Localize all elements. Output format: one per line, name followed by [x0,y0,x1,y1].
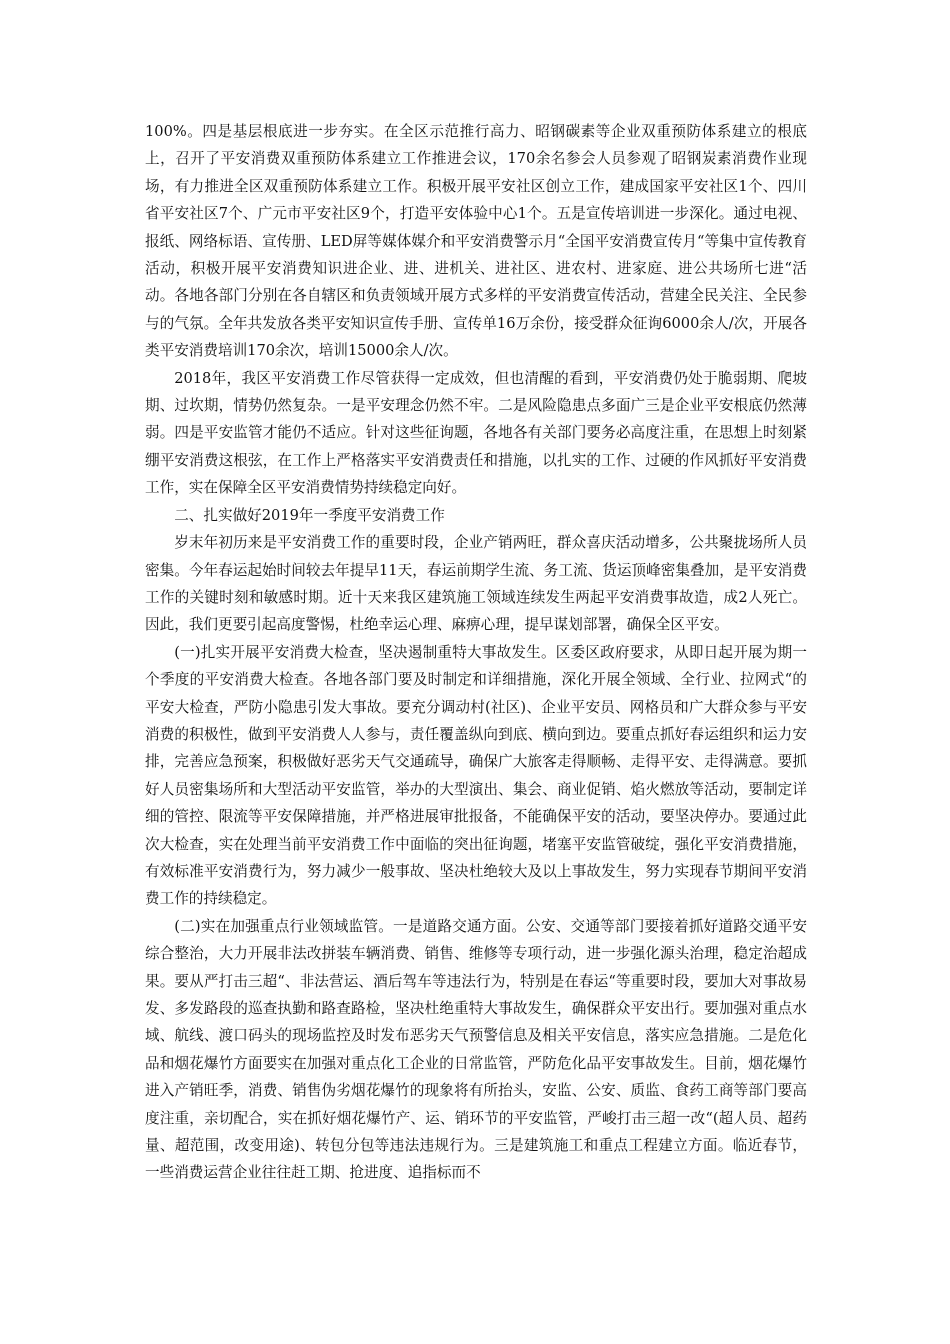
paragraph-4: (一)扎实开展平安消费大检查，坚决遏制重特大事故发生。区委区政府要求，从即日起开展为期一个季度的平安消费大检查。各地各部门要及时制定和详细措施，深化开展全领域、全行业、拉网式“的平安大检查，严防小隐患引发大事故。要充分调动村(社区)、企业平安员、网格员和广大群众参与平安消费的积极性，做到平安消费人人参与，责任覆盖纵向到底、横向到边。要重点抓好春运组织和运力安排，完善应急预案，积极做好恶劣天气交通疏导，确保广大旅客走得顺畅、走得平安、走得满意。要抓好人员密集场所和大型活动平安监管，举办的大型演出、集会、商业促销、焰火燃放等活动，要制定详细的管控、限流等平安保障措施，并严格进展审批报备，不能确保平安的活动，要坚决停办。要通过此次大检查，实在处理当前平安消费工作中面临的突出征询题，堵塞平安监管破绽，强化平安消费措施，有效标准平安消费行为，努力减少一般事故、坚决杜绝较大及以上事故发生，努力实现春节期间平安消费工作的持续稳定。 [145,643,807,908]
paragraph-3: 岁末年初历来是平安消费工作的重要时段，企业产销两旺，群众喜庆活动增多，公共聚拢场所人员密集。今年春运起始时间较去年提早11天，春运前期学生流、务工流、货运顶峰密集叠加，是平安消费工作的关键时刻和敏感时期。近十天来我区建筑施工领域连续发生两起平安消费事故造，成2人死亡。因此，我们更要引起高度警惕，杜绝幸运心理、麻痹心理，提早谋划部署，确保全区平安。 [145,534,807,634]
paragraph-2: 2018年，我区平安消费工作尽管获得一定成效，但也清醒的看到，平安消费仍处于脆弱期、爬坡期、过坎期，情势仍然复杂。一是平安理念仍然不牢。二是风险隐患点多面广三是企业平安根底仍然薄弱。四是平安监管才能仍不适应。针对这些征询题，各地各有关部门要务必高度注重，在思想上时刻紧绷平安消费这根弦，在工作上严格落实平安消费责任和措施，以扎实的工作、过硬的作风抓好平安消费工作，实在保障全区平安消费情势持续稳定向好。 [145,369,807,497]
document-page [145,118,807,1187]
section-heading: 二、扎实做好2019年一季度平安消费工作 [174,506,445,524]
paragraph-5: (二)实在加强重点行业领域监管。一是道路交通方面。公安、交通等部门要接着抓好道路交通平安综合整治，大力开展非法改拼装车辆消费、销售、维修等专项行动，进一步强化源头治理，稳定治超成果。要从严打击三超“、非法营运、酒后驾车等违法行为，特别是在春运“等重要时段，要加大对事故易发、多发路段的巡查执勤和路查路检，坚决杜绝重特大事故发生，确保群众平安出行。要加强对重点水域、航线、渡口码头的现场监控及时发布恶劣天气预警信息及相关平安信息，落实应急措施。二是危化品和烟花爆竹方面要实在加强对重点化工企业的日常监管，严防危化品平安事故发生。目前，烟花爆竹进入产销旺季，消费、销售伪劣烟花爆竹的现象将有所抬头，安监、公安、质监、食药工商等部门要高度注重，亲切配合，实在抓好烟花爆竹产、运、销环节的平安监管，严峻打击三超一改“(超人员、超药量、超范围，改变用途)、转包分包等违法违规行为。三是建筑施工和重点工程建立方面。临近春节，一些消费运营企业往往赶工期、抢进度、追指标而不 [145,917,807,1182]
paragraph-1: 100%。四是基层根底进一步夯实。在全区示范推行高力、昭钢碳素等企业双重预防体系建立的根底上，召开了平安消费双重预防体系建立工作推进会议，170余名参会人员参观了昭钢炭素消费作业现场，有力推进全区双重预防体系建立工作。积极开展平安社区创立工作，建成国家平安社区1个、四川省平安社区7个、广元市平安社区9个，打造平安体验中心1个。五是宣传培训进一步深化。通过电视、报纸、网络标语、宣传册、LED屏等媒体媒介和平安消费警示月“全国平安消费宣传月“等集中宣传教育活动，积极开展平安消费知识进企业、进、进机关、进社区、进农村、进家庭、进公共场所七进“活动。各地各部门分别在各自辖区和负责领域开展方式多样的平安消费宣传活动，营建全民关注、全民参与的气氛。全年共发放各类平安知识宣传手册、宣传单16万余份，接受群众征询6000余人/次，开展各类平安消费培训170余次，培训15000余人/次。 [145,123,807,360]
